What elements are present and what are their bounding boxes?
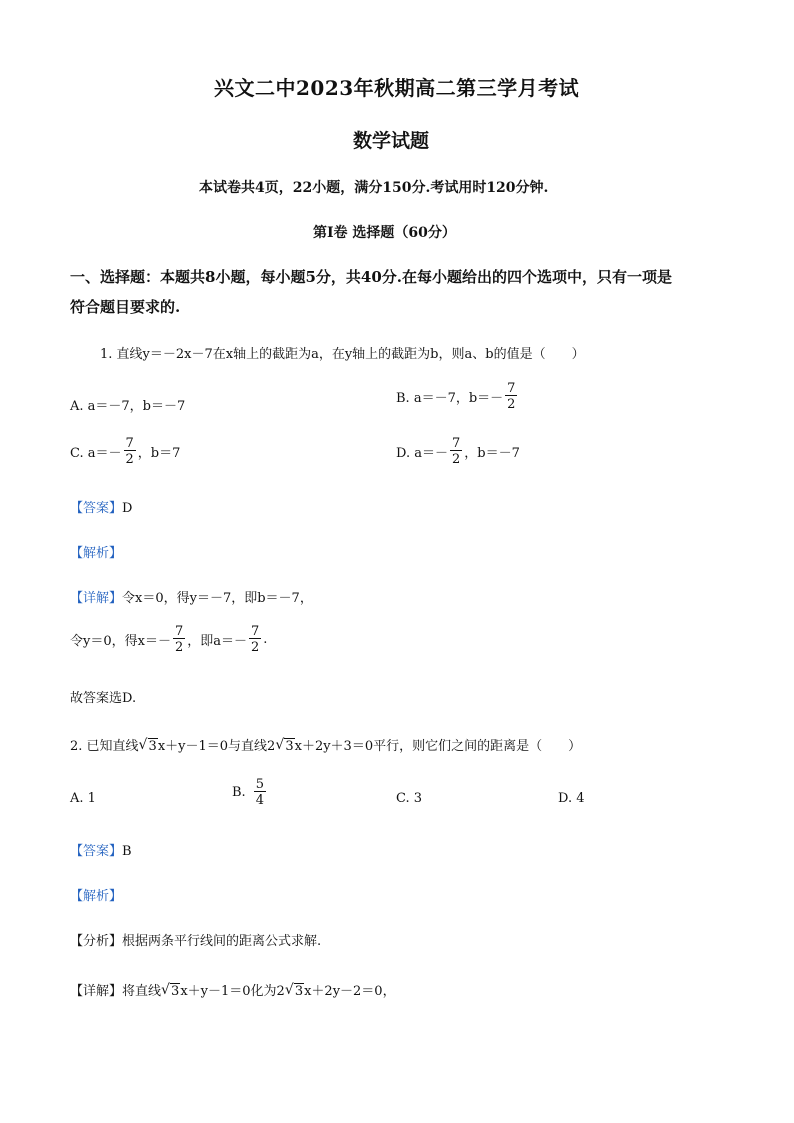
q1-conclusion: 故答案选D. (70, 691, 137, 706)
detail-mid: x＋y－1＝0化为2 (180, 984, 285, 999)
section-heading-line2: 符合题目要求的. (70, 298, 181, 316)
sqrt-3 (275, 739, 294, 754)
exam-subtitle: 数学试题 (353, 130, 430, 152)
detail-text-mid: ，即a＝－ (187, 634, 247, 649)
q2-stem (70, 735, 581, 754)
q1-option-b (396, 382, 519, 411)
detail-pre: 将直线 (122, 984, 162, 999)
q2-stem-end: x＋2y＋3＝0平行，则它们之间的距离是（ ） (294, 739, 582, 754)
q2-analysis-label (70, 885, 122, 904)
q1-option-c (70, 437, 180, 466)
fenxi-text: 根据两条平行线间的距离公式求解. (122, 934, 322, 949)
frac-denominator: 2 (451, 452, 461, 467)
q1-option-b-text: B. a＝－7，b＝－ (396, 391, 504, 406)
detail-post: x＋2y－2＝0， (304, 984, 396, 999)
frac-denominator: 2 (251, 640, 260, 655)
frac-numerator: 5 (255, 777, 264, 792)
q1-answer (70, 497, 132, 516)
frac-numerator: 7 (174, 624, 184, 639)
q2-stem-number: 2. 已知直线 (70, 739, 139, 754)
sqrt-radicand: 3 (285, 739, 294, 754)
sqrt-radicand: 3 (171, 984, 180, 999)
answer-label: 【答案】 (70, 844, 123, 859)
sqrt-3 (139, 739, 158, 754)
q2-option-c: C. 3 (396, 791, 423, 806)
frac-denominator: 2 (174, 640, 184, 655)
q1-analysis-label (70, 542, 122, 561)
q2-fenxi (70, 930, 321, 949)
q1-option-d (396, 437, 520, 466)
exam-info: 本试卷共4页，22小题，满分150分.考试用时120分钟. (199, 180, 549, 196)
sqrt-radicand: 3 (294, 984, 304, 999)
detail-text-pre: 令y＝0，得x＝－ (70, 634, 171, 649)
sqrt-3 (285, 984, 304, 999)
frac-numerator: 7 (451, 436, 461, 451)
detail-fraction-2 (249, 625, 261, 654)
section-heading-line1: 一、选择题：本题共8小题，每小题5分，共40分.在每小题给出的四个选项中，只有一项是 (70, 268, 672, 286)
q2-option-b (232, 778, 268, 807)
q1-option-b-fraction (505, 382, 517, 411)
frac-numerator: 7 (125, 436, 134, 451)
fenxi-label: 【分析】 (70, 934, 123, 949)
sqrt-radicand: 3 (148, 739, 157, 754)
frac-numerator: 7 (251, 624, 260, 639)
q1-option-d-fraction (450, 437, 462, 466)
exam-title: 兴文二中2023年秋期高二第三学月考试 (214, 76, 580, 100)
q1-option-c-text: C. a＝－ (70, 446, 122, 461)
frac-denominator: 2 (507, 397, 516, 412)
detail-label: 【详解】 (70, 591, 123, 606)
q2-detail (70, 980, 396, 999)
q1-detail-line2 (70, 625, 267, 654)
detail-text: 令x＝0，得y＝－7，即b＝－7， (122, 591, 313, 606)
analysis-label: 【解析】 (70, 546, 123, 561)
q2-option-d: D. 4 (558, 791, 585, 806)
detail-fraction-1 (173, 625, 185, 654)
q1-option-a: A. a＝－7，b＝－7 (70, 399, 186, 414)
q2-stem-mid: x＋y－1＝0与直线2 (157, 739, 276, 754)
q2-answer (70, 840, 132, 859)
q1-detail-line1 (70, 587, 313, 606)
detail-label: 【详解】 (70, 984, 123, 999)
answer-value: D (122, 501, 133, 516)
q1-option-c-fraction (124, 437, 136, 466)
q2-option-a: A. 1 (70, 791, 96, 806)
analysis-label: 【解析】 (70, 889, 123, 904)
q1-option-d-text: D. a＝－ (396, 446, 448, 461)
answer-value: B (122, 844, 132, 859)
frac-denominator: 4 (255, 793, 264, 808)
q2-option-b-label: B. (232, 785, 246, 800)
frac-denominator: 2 (125, 452, 134, 467)
q1-stem: 1. 直线y＝－2x－7在x轴上的截距为a，在y轴上的截距为b，则a、b的值是（ ） (100, 347, 585, 362)
detail-text-post: . (263, 632, 268, 647)
q1-option-c-tail: ，b＝7 (137, 446, 181, 461)
answer-label: 【答案】 (70, 501, 123, 516)
sqrt-3 (161, 984, 180, 999)
frac-numerator: 7 (507, 381, 516, 396)
part-heading: 第I卷 选择题（60分） (313, 225, 456, 241)
q1-option-d-tail: ，b＝－7 (464, 446, 520, 461)
q2-option-b-fraction (254, 778, 266, 807)
